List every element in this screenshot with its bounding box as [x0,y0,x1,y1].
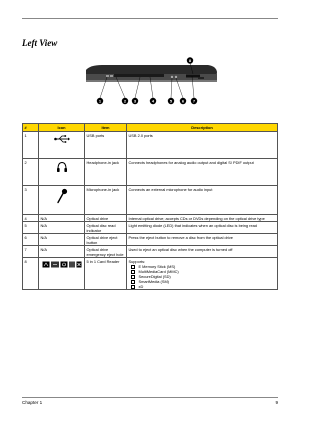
item-name: USB ports [85,132,127,159]
table-header-row [23,124,278,132]
icon-na: N/A [39,215,85,222]
row-number: 8 [23,258,39,290]
icon-na: N/A [39,234,85,246]
row-number: 3 [23,186,39,215]
item-description: Connects headphones for analog audio output and digital S/ PDIF output [127,159,278,186]
section-title: Left View [22,38,58,48]
item-description: Press the eject button to remove a disc from the optical drive [127,234,278,246]
item-description: Used to eject an optical disc when the computer is turned off [127,246,278,258]
row-number: 7 [23,246,39,258]
header-description: Description [127,124,278,132]
table-row [23,222,278,234]
laptop-left-view-figure [80,56,222,106]
footer-page-number: 9 [275,400,278,405]
microphone-icon [56,188,68,204]
header-icon: Icon [39,124,85,132]
footer-chapter: Chapter 1 [22,400,43,405]
callout-label-7: 7 [192,98,196,104]
callout-label-1: 1 [98,98,102,104]
table-row [23,132,278,159]
table-row [23,234,278,246]
supported-format: E Memory Stick (MS) [138,263,176,269]
card-reader-logos-icon [42,260,82,269]
header-rule [22,18,278,19]
row-number: 6 [23,234,39,246]
callout-label-3: 3 [133,98,137,104]
headphones-icon [56,161,68,173]
item-description: Supports: [128,258,146,264]
supported-format: xD [138,283,144,289]
item-name: Optical disc read indicator [85,222,127,234]
checkbox-bullet-icon [131,285,136,290]
item-description: Light emitting diode (LED) that indicates when an optical disc is being read [127,222,278,234]
item-description: Internal optical drive; accepts CDs or DVDs depending on the optical drive type [127,215,278,222]
table-row [23,215,278,222]
row-number: 1 [23,132,39,159]
usb-icon [54,134,70,144]
supported-formats-list [129,264,276,289]
table-row [23,159,278,186]
callout-label-6: 6 [181,98,185,104]
callout-label-2: 2 [123,98,127,104]
item-name: Optical drive [85,215,127,222]
supported-format: SecureDigital (SD) [138,273,171,279]
item-description: USB 2.0 ports [127,132,278,159]
item-description: Connects an external microphone for audio input [127,186,278,215]
icon-na: N/A [39,246,85,258]
supported-format: MultiMediaCard (MMC) [138,268,179,274]
row-number: 2 [23,159,39,186]
list-item [129,284,276,289]
row-number: 4 [23,215,39,222]
header-item: Item [85,124,127,132]
callout-label-8: 8 [188,58,192,63]
table-row [23,258,278,290]
item-name: Optical drive eject button [85,234,127,246]
item-name: Microphone-in jack [85,186,127,215]
icon-na: N/A [39,222,85,234]
table-row [23,246,278,258]
supported-format: SmartMedia (SM) [138,278,169,284]
header-num: # [23,124,39,132]
callout-label-5: 5 [169,98,173,104]
item-name: Optical drive emergency eject hole [85,246,127,258]
item-name: 5 in 1 Card Reader [85,258,127,290]
item-name: Headphone-in jack [85,159,127,186]
laptop-body [86,65,217,82]
footer-rule [22,397,278,398]
table-row [23,186,278,215]
left-view-table [22,123,278,290]
row-number: 5 [23,222,39,234]
callout-label-4: 4 [151,98,155,104]
